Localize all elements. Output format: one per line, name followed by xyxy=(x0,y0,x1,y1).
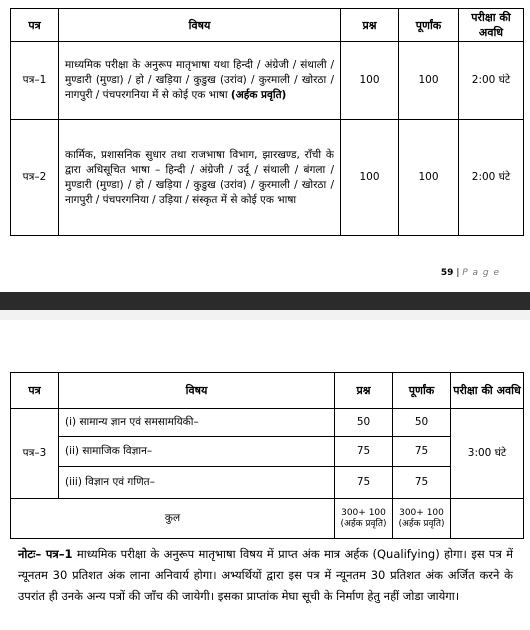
duration-cell: 2:00 घंटे xyxy=(459,42,524,120)
total-label: कुल xyxy=(11,499,335,539)
table-row xyxy=(11,409,524,437)
header-duration: परीक्षा की अवधि xyxy=(451,373,524,409)
marks-cell: 75 xyxy=(393,467,451,499)
note-label: नोटः– पत्र–1 xyxy=(18,547,73,561)
duration-cell: 3:00 घंटे xyxy=(451,409,524,499)
exam-table-1 xyxy=(10,8,524,236)
qualifying-note: (अर्हक प्रवृति) xyxy=(230,89,287,101)
page-number-label: P a g e xyxy=(462,268,500,278)
marks-cell: 50 xyxy=(393,409,451,437)
paper-cell: पत्र–3 xyxy=(11,409,59,499)
questions-cell: 100 xyxy=(341,120,399,236)
page-number: 59 | P a g e xyxy=(440,268,500,278)
questions-cell: 75 xyxy=(335,437,393,467)
subject-cell: (i) सामान्य ज्ञान एवं समसामयिकी– xyxy=(59,409,335,437)
page-number-value: 59 xyxy=(440,268,454,278)
header-subject: विषय xyxy=(59,9,341,42)
header-questions: प्रश्न xyxy=(335,373,393,409)
note-text: माध्यमिक परीक्षा के अनुरूप मातृभाषा विषय में प्राप्त अंक मात्र अर्हक (Qualifying) होगा। इस पत्र में न्यूनतम 30 प्रतिशत अंक लाना अनिवार्य होगा। अभ्यर्थियों द्वारा इस पत्र में न्यूनतम 30 प्रतिशत अंक अर्जित करने के उपरांत ही उनके अन्य पत्रों की जाँच की जायेगी। इसका प्राप्तांक मेघा सूची के निर्माण हेतु नहीं जोडा जायेगा। xyxy=(18,547,513,603)
header-marks: पूर्णांक xyxy=(399,9,459,42)
duration-cell: 2:00 घंटे xyxy=(459,120,524,236)
table-row xyxy=(11,437,524,467)
total-questions: 300+ 100 (अर्हक प्रवृति) xyxy=(335,499,393,539)
table-row xyxy=(11,120,524,236)
page-break-bar xyxy=(0,292,530,310)
total-marks: 300+ 100 (अर्हक प्रवृति) xyxy=(393,499,451,539)
marks-cell: 75 xyxy=(393,437,451,467)
total-row xyxy=(11,499,524,539)
paper-cell: पत्र–1 xyxy=(11,42,59,120)
note-paragraph xyxy=(18,544,513,607)
questions-cell: 50 xyxy=(335,409,393,437)
document-page-upper xyxy=(0,0,530,292)
marks-cell: 100 xyxy=(399,42,459,120)
empty-cell xyxy=(451,499,524,539)
subject-text: माध्यमिक परीक्षा के अनुरूप मातृभाषा यथा हिन्दी / अंग्रेजी / संथाली / मुण्डारी (मुण्डा) / हो / खड़िया / कुडुख (उरांव) / कुरमाली / खोरठा / नागपुरी / पंचपरगनिया में से कोई एक भाषा xyxy=(65,59,334,101)
table-header-row xyxy=(11,373,524,409)
table-row xyxy=(11,42,524,120)
subject-cell: कार्मिक, प्रशासनिक सुधार तथा राजभाषा विभाग, झारखण्ड, राँची के द्वारा अधिसूचित भाषा – हिन्दी / अंग्रेजी / उर्दू / संथाली / बंगला / मुण्डारी (मुण्डा) / हो / खड़िया / कुडुख (उरांव) / कुरमाली / खोरठा / नागपुरी / पंचपरगनिया / उड़िया / संस्कृत में से कोई एक भाषा xyxy=(59,120,341,236)
header-paper: पत्र xyxy=(11,9,59,42)
header-subject: विषय xyxy=(59,373,335,409)
subject-cell: (iii) विज्ञान एवं गणित– xyxy=(59,467,335,499)
header-marks: पूर्णांक xyxy=(393,373,451,409)
page-gap xyxy=(0,310,530,320)
paper-cell: पत्र–2 xyxy=(11,120,59,236)
table-header-row xyxy=(11,9,524,42)
subject-cell: (ii) सामाजिक विज्ञान– xyxy=(59,437,335,467)
table-row xyxy=(11,467,524,499)
header-duration: परीक्षा की अवधि xyxy=(459,9,524,42)
header-paper: पत्र xyxy=(11,373,59,409)
questions-cell: 100 xyxy=(341,42,399,120)
marks-cell: 100 xyxy=(399,120,459,236)
exam-table-2 xyxy=(10,372,524,539)
questions-cell: 75 xyxy=(335,467,393,499)
header-questions: प्रश्न xyxy=(341,9,399,42)
subject-cell xyxy=(59,42,341,120)
